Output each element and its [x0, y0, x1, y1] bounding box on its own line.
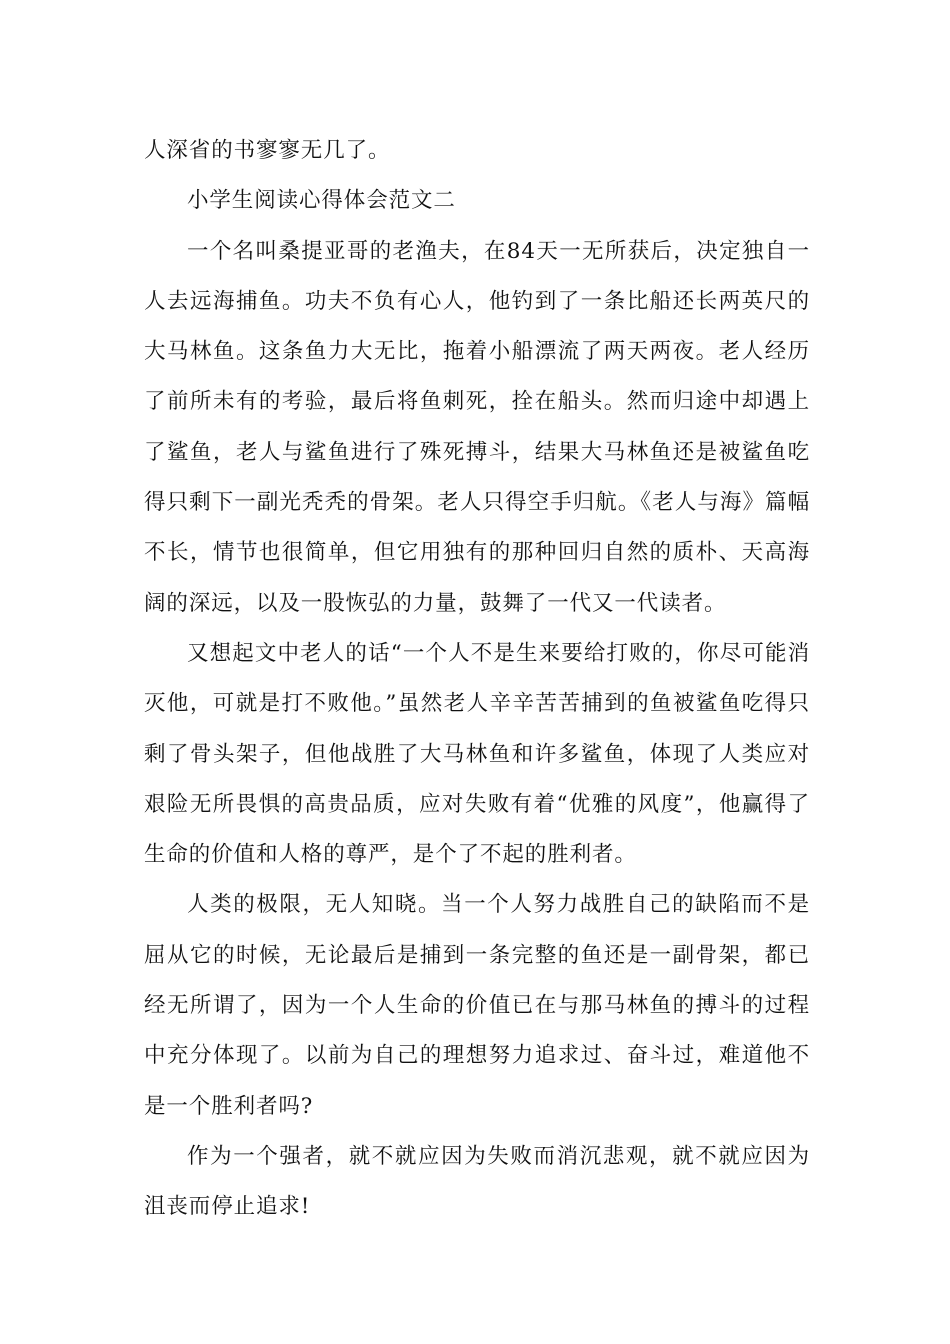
document-body — [144, 126, 810, 1233]
section-heading: 小学生阅读心得体会范文二 — [187, 188, 456, 214]
continuation-paragraph: 人深省的书寥寥无几了。 — [144, 138, 391, 163]
body-paragraph-2: 又想起文中老人的话“一个人不是生来要给打败的，你尽可能消灭他，可就是打不败他。”虽然老人辛辛苦苦捕到的鱼被鲨鱼吃得只剩了骨头架子，但他战胜了大马林鱼和许多鲨鱼，体现了人类应对艰险无所畏惧的高贵品质，应对失败有着“优雅的风度”，他赢得了生命的价值和人格的尊严，是个了不起的胜利者。 — [144, 640, 810, 868]
body-paragraph-3: 人类的极限，无人知晓。当一个人努力战胜自己的缺陷而不是屈从它的时候，无论最后是捕到一条完整的鱼还是一副骨架，都已经无所谓了，因为一个人生命的价值已在与那马林鱼的搏斗的过程中充分体现了。以前为自己的理想努力追求过、奋斗过，难道他不是一个胜利者吗? — [144, 892, 810, 1119]
body-paragraph-1: 一个名叫桑提亚哥的老渔夫，在84天一无所获后，决定独自一人去远海捕鱼。功夫不负有心人，他钓到了一条比船还长两英尺的大马林鱼。这条鱼力大无比，拖着小船漂流了两天两夜。老人经历了前所未有的考验，最后将鱼刺死，拴在船头。然而归途中却遇上了鲨鱼，老人与鲨鱼进行了殊死搏斗，结果大马林鱼还是被鲨鱼吃得只剩下一副光秃秃的骨架。老人只得空手归航。《老人与海》篇幅不长，情节也很简单，但它用独有的那种回归自然的质朴、天高海阔的深远，以及一股恢弘的力量，鼓舞了一代又一代读者。 — [144, 238, 810, 616]
body-paragraph-4: 作为一个强者，就不就应因为失败而消沉悲观，就不就应因为沮丧而停止追求! — [144, 1143, 810, 1220]
